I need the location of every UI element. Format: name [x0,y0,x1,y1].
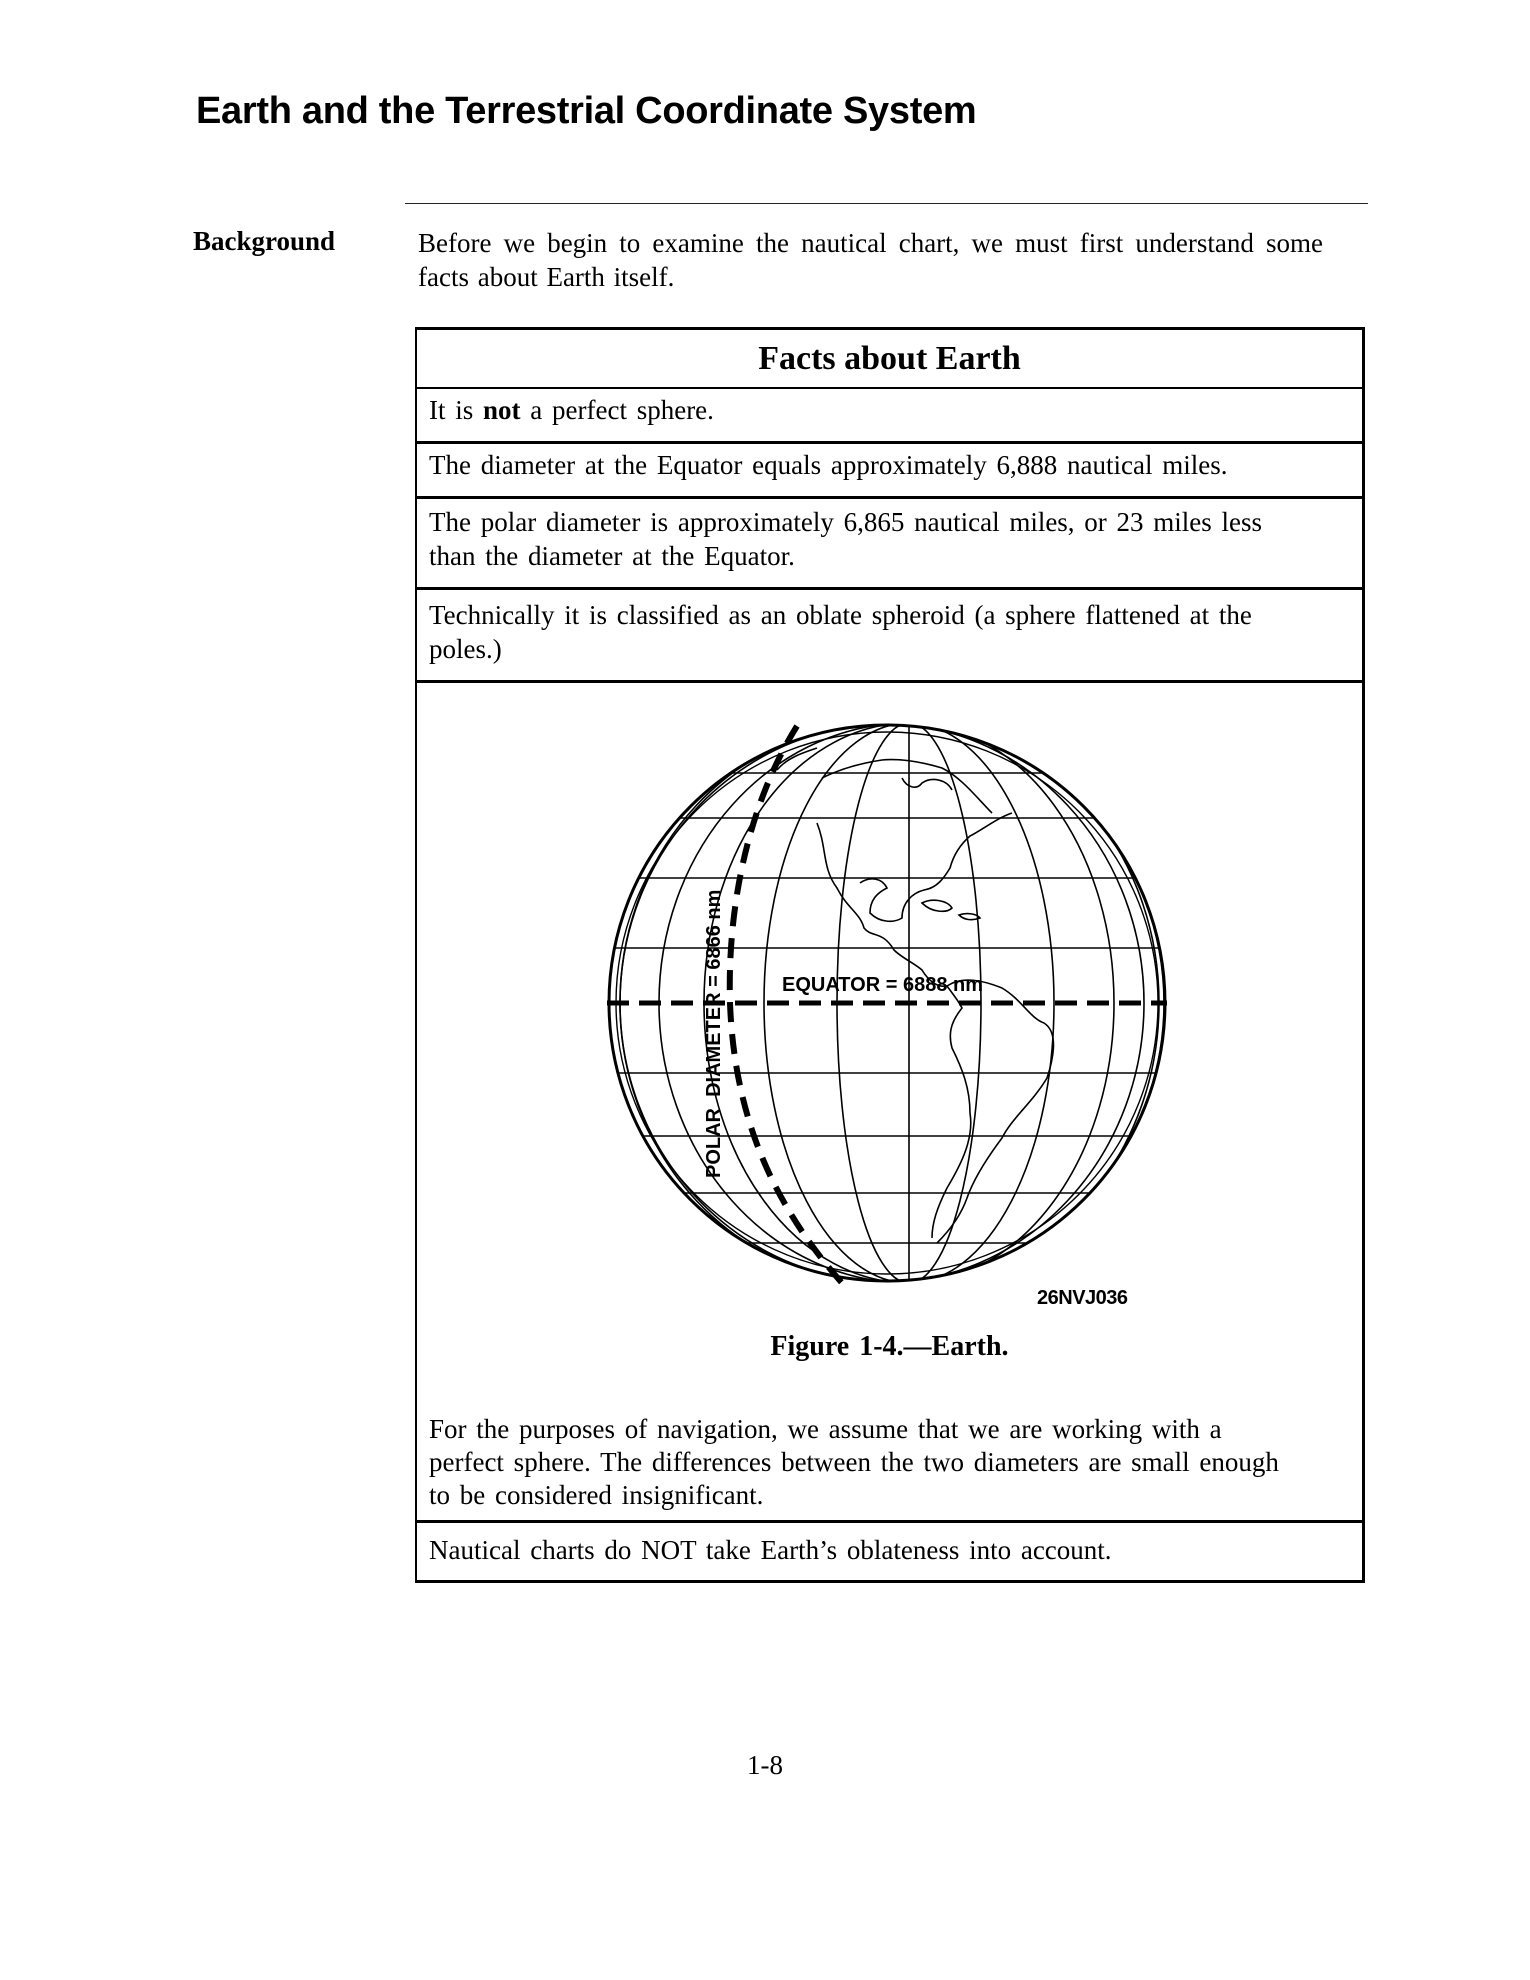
fact-text: It is [429,395,484,425]
globe-illustration [602,718,1172,1288]
fact-text: a perfect sphere. [520,395,714,425]
equator-label: EQUATOR = 6888 nm [782,974,983,996]
page-number: 1-8 [747,1750,783,1780]
fact-row-last: Nautical charts do NOT take Earth’s oblateness into account. [429,1535,1112,1565]
fact-row [417,389,1362,444]
intro-paragraph: Before we begin to examine the nautical chart, we must first understand some facts about Earth itself. [418,228,1323,292]
facts-table-heading: Facts about Earth [417,330,1362,389]
figure-cell [417,683,1362,1523]
figure-caption: Figure 1-4.—Earth. [770,1331,1009,1362]
fact-row: The diameter at the Equator equals approximately 6,888 nautical miles. [417,444,1362,499]
figure-code: 26NVJ036 [1037,1287,1128,1309]
section-label: Background [193,226,336,256]
fact-emphasis: not [483,395,521,425]
polar-diameter-label: POLAR DIAMETER = 6866 nm [703,889,725,1178]
figure-note: For the purposes of navigation, we assume that we are working with a perfect sphere. The differences between the two diameters are small enough to be considered insignificant. [429,1414,1279,1510]
section-divider [405,203,1368,204]
fact-row: The polar diameter is approximately 6,865 nautical miles, or 23 miles less than the diameter at the Equator. [417,499,1362,590]
facts-table [415,327,1365,1583]
page-title: Earth and the Terrestrial Coordinate System [196,90,977,132]
fact-row: Technically it is classified as an oblate spheroid (a sphere flattened at the poles.) [417,590,1362,683]
